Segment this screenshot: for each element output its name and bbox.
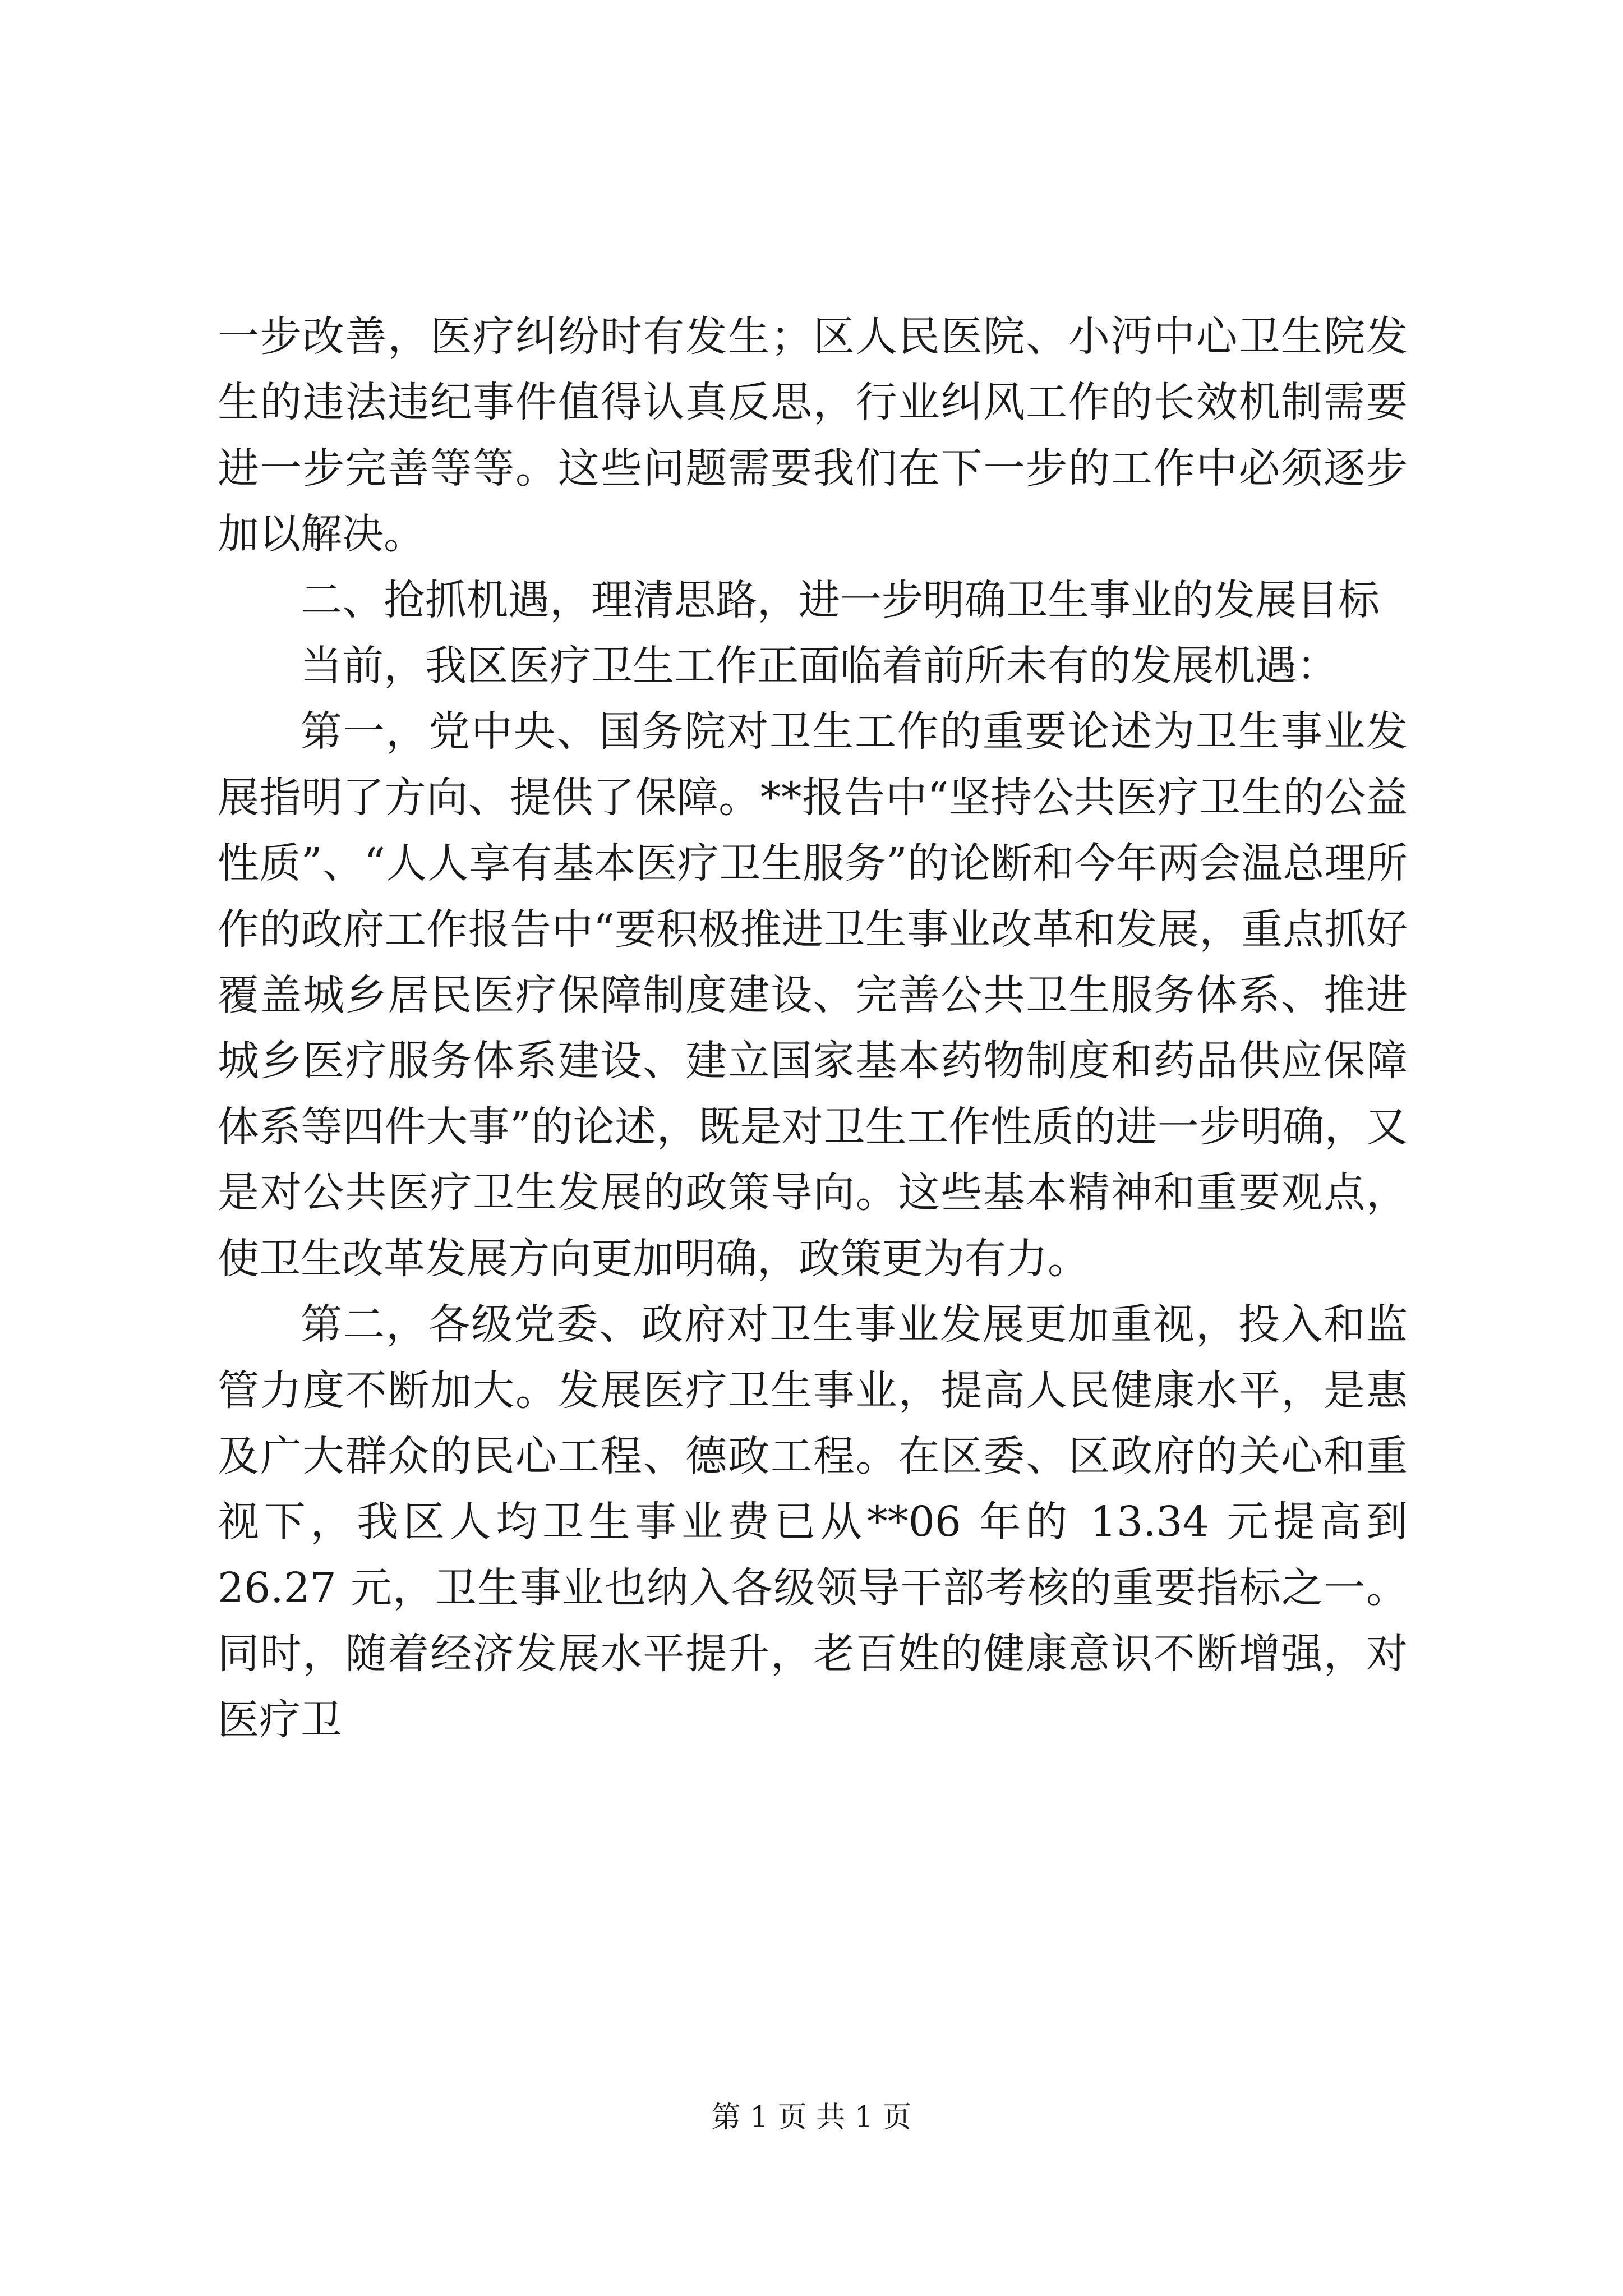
page-footer: 第 1 页 共 1 页	[711, 2101, 912, 2134]
paragraph-intro: 当前，我区医疗卫生工作正面临着前所未有的发展机遇：	[301, 642, 1338, 691]
document-body	[218, 304, 1408, 1753]
paragraph-second: 第二，各级党委、政府对卫生事业发展更加重视，投入和监管力度不断加大。发展医疗卫生事业，提高人民健康水平，是惠及广大群众的民心工程、德政工程。在区委、区政府的关心和重视下，我区人均卫生事业费已从**06 年的 13.34 元提高到 26.27 元，卫生事业也纳入各级领导干部考核的重要指标之一。同时，随着经济发展水平提升，老百姓的健康意识不断增强，对医疗卫	[218, 1300, 1408, 1744]
paragraph-continuation: 一步改善，医疗纠纷时有发生；区人民医院、小沔中心卫生院发生的违法违纪事件值得认真反思，行业纠风工作的长效机制需要进一步完善等等。这些问题需要我们在下一步的工作中必须逐步加以解决。	[218, 312, 1408, 559]
paragraph-first: 第一，党中央、国务院对卫生工作的重要论述为卫生事业发展指明了方向、提供了保障。**报告中“坚持公共医疗卫生的公益性质”、“人人享有基本医疗卫生服务”的论断和今年两会温总理所作的政府工作报告中“要积极推进卫生事业改革和发展，重点抓好覆盖城乡居民医疗保障制度建设、完善公共卫生服务体系、推进城乡医疗服务体系建设、建立国家基本药物制度和药品供应保障体系等四件大事”的论述，既是对卫生工作性质的进一步明确，又是对公共医疗卫生发展的政策导向。这些基本精神和重要观点，使卫生改革发展方向更加明确，政策更为有力。	[218, 707, 1408, 1283]
section-heading: 二、抢抓机遇，理清思路，进一步明确卫生事业的发展目标	[301, 576, 1380, 624]
